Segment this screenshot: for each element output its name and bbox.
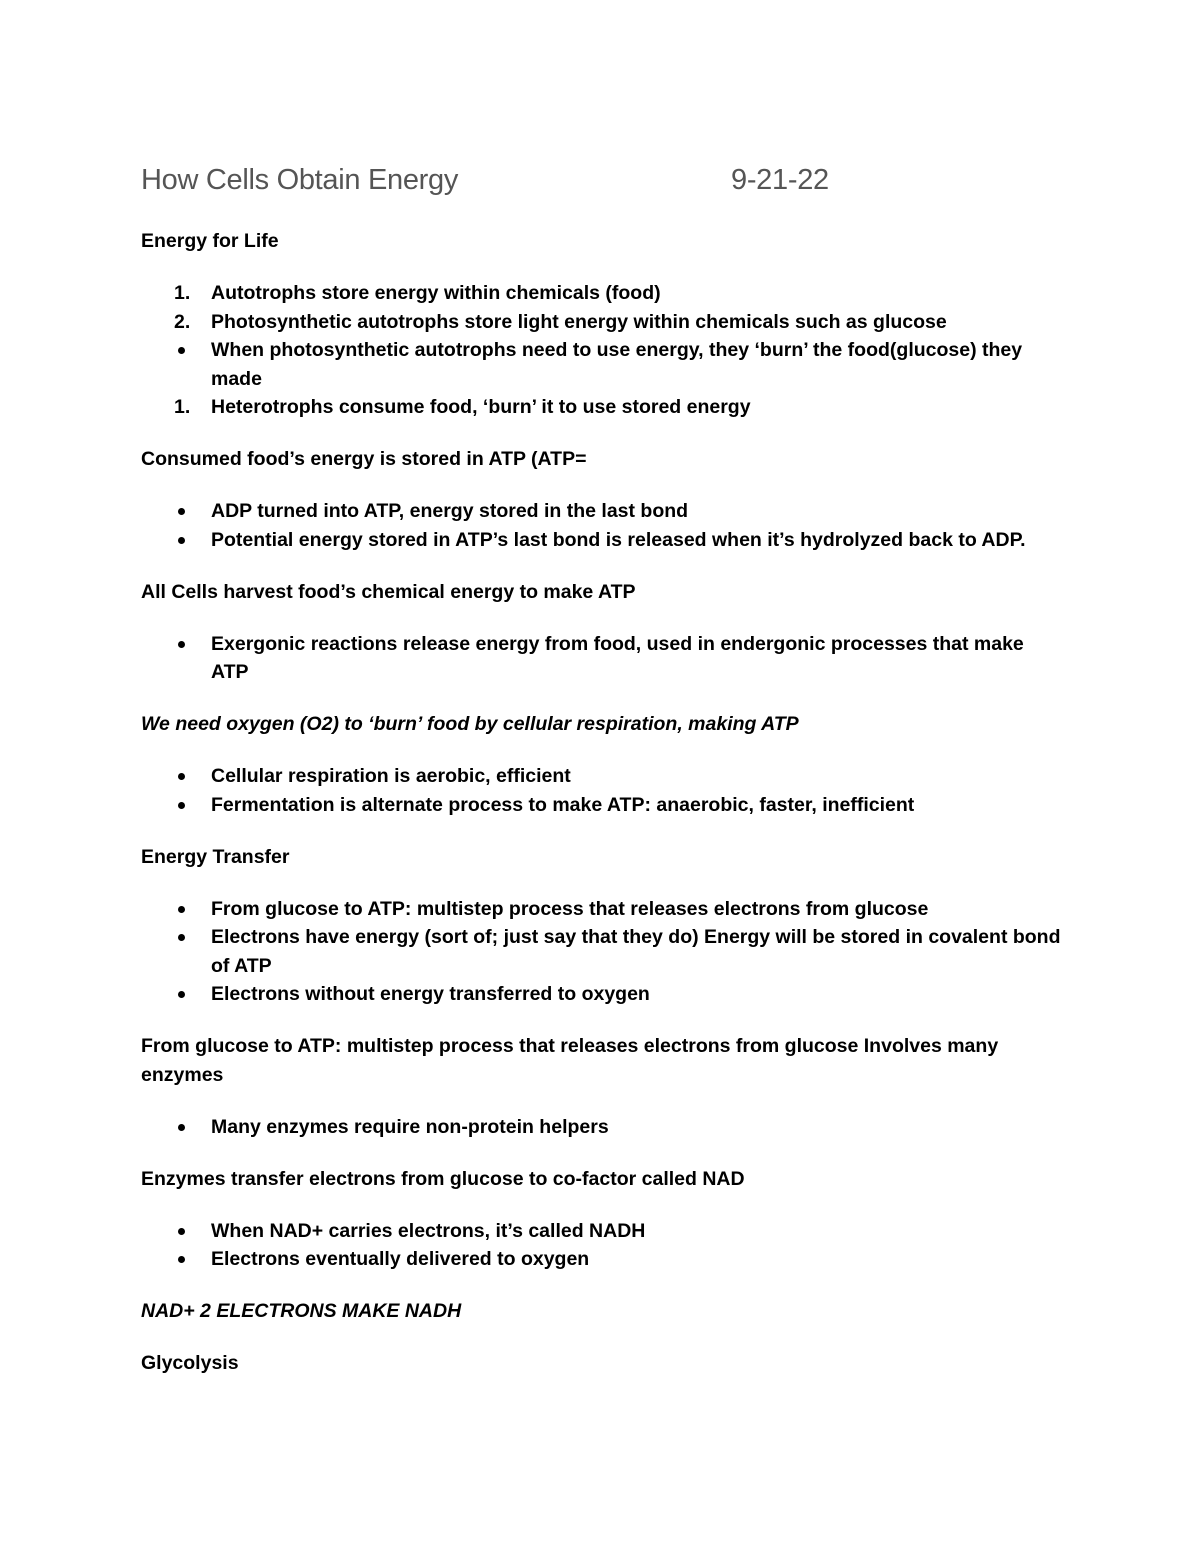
list-item [141, 279, 1061, 308]
list-item [141, 336, 1061, 393]
section-list [141, 895, 1061, 1009]
list-number: 1. [174, 282, 191, 304]
list-item-text: Photosynthetic autotrophs store light energy within chemicals such as glucose [211, 310, 947, 333]
list-item [141, 923, 1061, 980]
list-number: 2. [174, 310, 191, 333]
section-heading: Consumed food’s energy is stored in ATP (ATP= [141, 448, 587, 470]
list-item [141, 1245, 1061, 1274]
list-item-text: From glucose to ATP: multistep process that releases electrons from glucose [211, 897, 929, 920]
list-item [141, 526, 1061, 555]
section-list [141, 762, 1061, 819]
section-list [141, 1217, 1061, 1274]
section-heading: Enzymes transfer electrons from glucose to co-factor called NAD [141, 1167, 745, 1190]
list-item-text: Electrons without energy transferred to oxygen [211, 983, 650, 1005]
list-item [141, 762, 1061, 791]
section-heading: Energy Transfer [141, 845, 290, 868]
list-item [141, 308, 1061, 337]
list-item [141, 393, 1061, 422]
title-row [141, 164, 861, 204]
list-number: 1. [174, 396, 191, 418]
list-item-text: Autotrophs store energy within chemicals (food) [211, 282, 661, 304]
page-date: 9-21-22 [731, 164, 829, 196]
section-list [141, 279, 1061, 422]
section-heading: From glucose to ATP: multistep process that releases electrons from glucose Involves many enzymes [141, 1035, 999, 1086]
list-item-text: When NAD+ carries electrons, it’s called NADH [211, 1219, 646, 1242]
list-item-text: Electrons eventually delivered to oxygen [211, 1248, 590, 1270]
list-item [141, 497, 1061, 526]
list-item [141, 980, 1061, 1009]
list-item-text: When photosynthetic autotrophs need to use energy, they ‘burn’ the food(glucose) they made [211, 339, 1023, 390]
list-item [141, 895, 1061, 924]
section-heading: All Cells harvest food’s chemical energy to make ATP [141, 580, 636, 603]
section-list [141, 1113, 1061, 1142]
list-item-text: Heterotrophs consume food, ‘burn’ it to use stored energy [211, 396, 751, 418]
section-list [141, 497, 1061, 554]
list-item-text: Electrons have energy (sort of; just say that they do) Energy will be stored in covalent bond of ATP [211, 926, 1061, 977]
section-heading: We need oxygen (O2) to ‘burn’ food by cellular respiration, making ATP [141, 713, 799, 735]
list-item [141, 791, 1061, 820]
list-item [141, 1113, 1061, 1142]
list-item-text: Many enzymes require non-protein helpers [211, 1115, 609, 1138]
list-item-text: Potential energy stored in ATP’s last bond is released when it’s hydrolyzed back to ADP. [211, 528, 1026, 551]
list-item-text: Exergonic reactions release energy from food, used in endergonic processes that make ATP [211, 632, 1024, 683]
section-heading: Energy for Life [141, 230, 279, 252]
section-heading: Glycolysis [141, 1352, 239, 1374]
notes-body [141, 227, 1061, 1401]
list-item [141, 630, 1061, 687]
section-heading: NAD+ 2 ELECTRONS MAKE NADH [141, 1300, 462, 1322]
list-item-text: ADP turned into ATP, energy stored in the last bond [211, 500, 689, 522]
section-list [141, 630, 1061, 687]
list-item [141, 1217, 1061, 1246]
list-item-text: Fermentation is alternate process to make ATP: anaerobic, faster, inefficient [211, 793, 915, 816]
page-title: How Cells Obtain Energy [141, 164, 459, 196]
list-item-text: Cellular respiration is aerobic, efficient [211, 765, 571, 787]
